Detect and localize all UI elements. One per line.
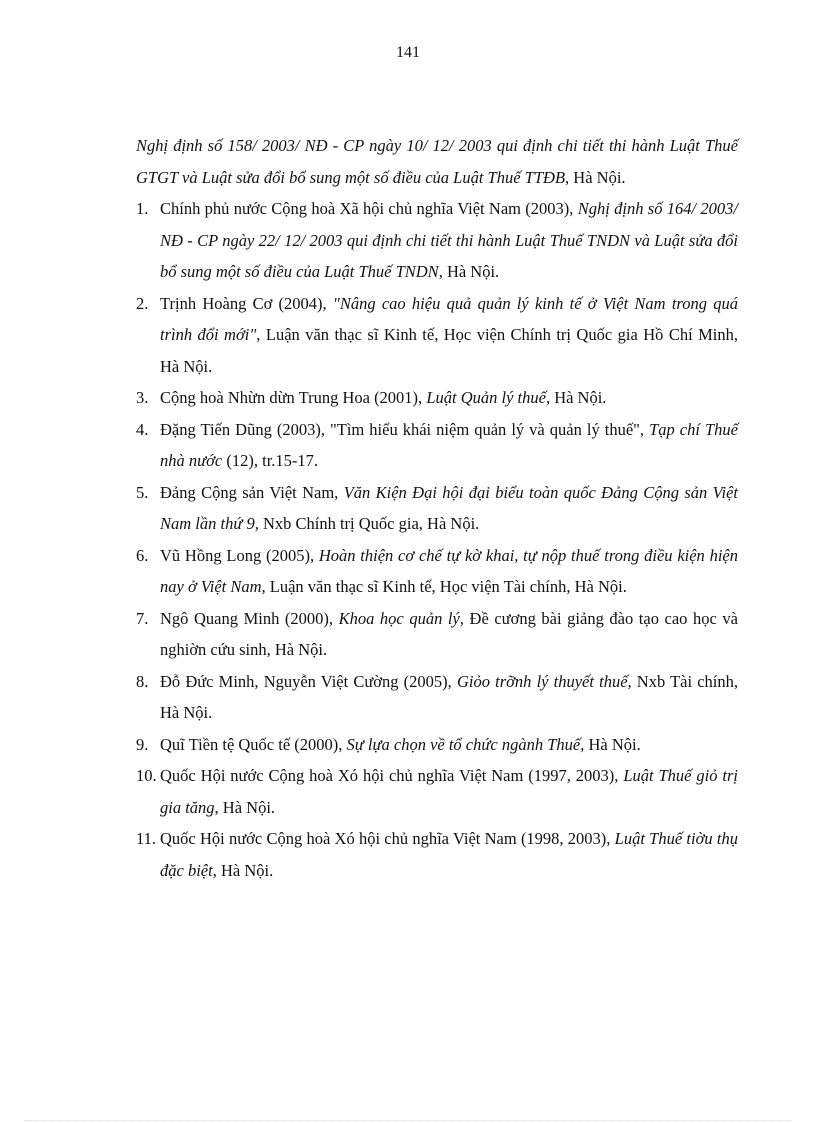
reference-item <box>136 540 738 603</box>
reference-author: Đỗ Đức Minh, Nguyễn Việt Cường (2005), <box>160 671 457 691</box>
reference-title: Văn Kiện Đại hội đại biểu toàn quốc Đảng Cộng sản Việt Nam lần thứ 9, <box>160 482 738 533</box>
reference-title: Luật Thuế giỏ trị gia tăng <box>160 766 738 817</box>
reference-number: 9. <box>136 734 149 754</box>
reference-text <box>160 829 738 880</box>
reference-title: Luật Thuế tiờu thụ đặc biệt <box>160 829 738 880</box>
reference-title: "Nâng cao hiệu quả quản lý kinh tế ở Việt Nam trong quá trình đổi mới" <box>160 293 738 344</box>
reference-text <box>160 546 738 597</box>
reference-text <box>160 766 738 817</box>
reference-item <box>136 288 738 383</box>
reference-title: Sự lựa chọn về tổ chức ngành Thuế <box>346 734 581 754</box>
reference-author: Vũ Hồng Long (2005), <box>160 545 319 565</box>
reference-number: 2. <box>136 293 149 313</box>
reference-item <box>136 193 738 288</box>
page-bottom-rule <box>24 1120 792 1121</box>
reference-item <box>136 130 738 193</box>
reference-title: Nghị định số 164/ 2003/ NĐ - CP ngày 22/ 12/ 2003 qui định chi tiết thi hành Luật Thuế TNDN và Luật sửa đổi bổ sung một số điều của Luật Thuế TNDN <box>160 199 739 281</box>
reference-author: Quốc Hội nước Cộng hoà Xó hội chủ nghĩa Việt Nam (1998, 2003), <box>160 829 615 848</box>
reference-title: Nghị định số 158/ 2003/ NĐ - CP ngày 10/ 12/ 2003 qui định chi tiết thi hành Luật Thuế GTGT và Luật sửa đổi bổ sung một số điều của Luật Thuế TTĐB <box>136 136 738 187</box>
reference-item <box>136 477 738 540</box>
reference-title: Giỏo trỡnh lý thuyết thuế, <box>456 671 632 691</box>
reference-author: Ngô Quang Minh (2000), <box>160 608 339 628</box>
page-number: 141 <box>396 44 420 61</box>
reference-publication: , Hà Nội. <box>214 797 276 817</box>
reference-list <box>136 130 738 886</box>
reference-publication: , Hà Nội. <box>438 262 500 281</box>
reference-text <box>160 388 606 407</box>
reference-title: Luật Quản lý thuế <box>426 388 546 407</box>
reference-publication: , Luận văn thạc sĩ Kinh tế, Học viện Chính trị Quốc gia Hồ Chí Minh, Hà Nội. <box>160 325 738 376</box>
reference-publication: , Hà Nội. <box>545 388 607 407</box>
reference-text <box>160 609 738 660</box>
reference-number: 1. <box>136 199 149 218</box>
reference-text <box>160 199 738 281</box>
reference-number: 6. <box>136 545 149 565</box>
reference-item <box>136 414 738 477</box>
reference-text <box>136 136 738 187</box>
reference-author: Chính phủ nước Cộng hoà Xã hội chủ nghĩa Việt Nam (2003), <box>160 199 578 218</box>
reference-item <box>136 382 738 414</box>
reference-publication: Luận văn thạc sĩ Kinh tế, Học viện Tài chính, Hà Nội. <box>265 577 627 596</box>
reference-author: Cộng hoà Nhừn dừn Trung Hoa (2001), <box>160 388 427 407</box>
reference-item <box>136 603 738 666</box>
reference-text <box>160 735 641 754</box>
reference-publication: Nxb Chính trị Quốc gia, Hà Nội. <box>258 514 480 533</box>
reference-text <box>160 294 738 376</box>
reference-publication: , Hà Nội. <box>212 860 274 880</box>
reference-number: 3. <box>136 388 149 407</box>
reference-publication: , Hà Nội. <box>580 734 641 754</box>
reference-item <box>136 760 738 823</box>
reference-text <box>160 483 738 534</box>
reference-number: 4. <box>136 419 149 439</box>
reference-text <box>160 420 738 471</box>
reference-number: 8. <box>136 671 149 691</box>
reference-title: Hoàn thiện cơ chế tự kờ khai, tự nộp thuế trong điều kiện hiện nay ở Việt Nam, <box>160 545 738 596</box>
reference-author: Quốc Hội nước Cộng hoà Xó hội chủ nghĩa Việt Nam (1997, 2003), <box>160 766 624 785</box>
reference-publication: Nxb Tài chính, Hà Nội. <box>160 671 738 722</box>
reference-publication: (12), tr.15-17. <box>222 451 319 470</box>
reference-text <box>160 672 738 723</box>
reference-number: 10. <box>136 766 157 785</box>
reference-author: Đảng Cộng sản Việt Nam, <box>160 482 344 502</box>
reference-title: Khoa học quản lý, <box>338 608 464 628</box>
reference-item <box>136 729 738 761</box>
reference-author: Đặng Tiến Dũng (2003), "Tìm hiểu khái niệm quản lý và quản lý thuế", <box>160 419 650 439</box>
reference-publication: Đề cương bài giảng đào tạo cao học và nghiờn cứu sinh, Hà Nội. <box>160 608 738 659</box>
reference-number: 7. <box>136 608 149 628</box>
reference-number: 11. <box>136 829 157 848</box>
reference-author: Quĩ Tiền tệ Quốc tế (2000), <box>160 734 347 754</box>
reference-author: Trịnh Hoàng Cơ (2004), <box>160 293 333 313</box>
reference-title: Tạp chí Thuế nhà nước <box>160 419 739 470</box>
reference-item <box>136 823 738 886</box>
reference-publication: , Hà Nội. <box>565 167 626 187</box>
reference-item <box>136 666 738 729</box>
reference-number: 5. <box>136 482 149 502</box>
